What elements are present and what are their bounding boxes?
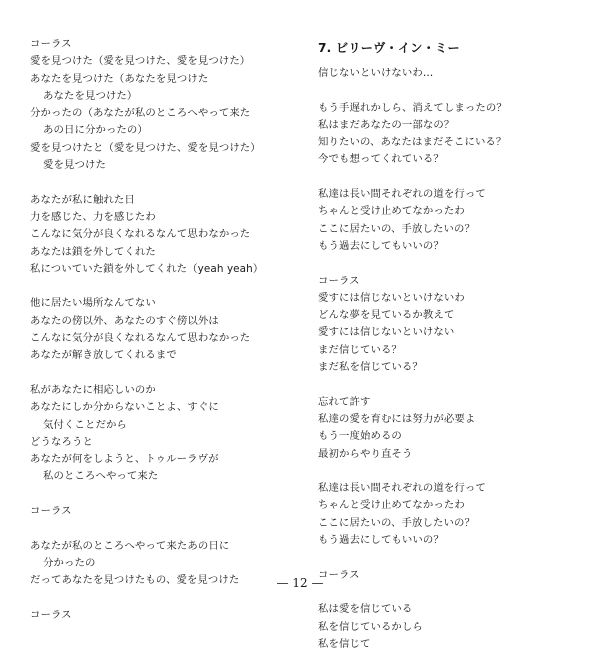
stanza-gap bbox=[30, 590, 300, 607]
stanza-gap bbox=[30, 278, 300, 295]
stanza-gap bbox=[318, 169, 588, 186]
lyric-line: 私達は長い間それぞれの道を行って bbox=[318, 188, 486, 201]
lyric-line: どんな夢を見ているか教えて bbox=[318, 309, 455, 322]
lyric-line: まだ私を信じている？ bbox=[318, 361, 423, 374]
lyric-line: もう手遅れかしら、消えてしまったの？ bbox=[318, 101, 507, 114]
lyric-line: 知りたいの、あなたはまだそこにいる？ bbox=[318, 136, 507, 149]
lyric-line: ここに居たいの、手放したいの？ bbox=[318, 222, 475, 235]
lyric-line: コーラス bbox=[30, 38, 72, 50]
lyric-line: 忘れて許す bbox=[318, 395, 371, 408]
lyric-line: 私達の愛を育むには努力が必要よ bbox=[318, 412, 476, 425]
lyric-line: 私についていた鎖を外してくれた（yeah yeah） bbox=[30, 262, 264, 275]
lyric-line: 私を信じているかしら bbox=[318, 620, 423, 633]
lyric-line: 愛を見つけた bbox=[43, 159, 106, 172]
lyric-line: 私のところへやって来た bbox=[43, 470, 159, 483]
lyric-line: あなたの傍以外、あなたのすぐ傍以外は bbox=[30, 314, 219, 327]
lyric-line: 私はまだあなたの一部なの？ bbox=[318, 118, 455, 131]
lyric-line: 私は愛を信じている bbox=[318, 603, 413, 616]
stanza-gap bbox=[318, 376, 588, 393]
lyric-line: もう過去にしてもいいの？ bbox=[318, 534, 444, 547]
lyric-line: 私があなたに相応しいのか bbox=[30, 383, 156, 396]
lyric-line: もう過去にしてもいいの？ bbox=[318, 239, 444, 252]
lyric-line: 信じないといけないわ… bbox=[318, 67, 434, 79]
lyric-line: 分かったの（あなたが私のところへやって来た bbox=[30, 107, 251, 120]
lyric-line: 今でも想ってくれている？ bbox=[318, 153, 444, 166]
lyric-line: あなたが私のところへやって来たあの日に bbox=[30, 539, 230, 552]
right-lyrics-lines bbox=[318, 65, 588, 653]
song-title: 7. ビリーヴ・イン・ミー bbox=[318, 41, 460, 55]
lyric-line: あの日に分かったの） bbox=[43, 124, 148, 137]
stanza-gap bbox=[30, 486, 300, 503]
lyric-line: 最初からやり直そう bbox=[318, 447, 413, 460]
lyric-line: 愛すには信じないといけない bbox=[318, 326, 455, 339]
lyric-line: コーラス bbox=[318, 568, 360, 581]
stanza-gap bbox=[318, 549, 588, 566]
lyric-line: コーラス bbox=[318, 274, 360, 287]
stanza-gap bbox=[30, 174, 300, 191]
lyric-line: あなたを見つけた（あなたを見つけた bbox=[30, 72, 209, 85]
lyric-line: 私達は長い間それぞれの道を行って bbox=[318, 482, 486, 495]
lyric-line: あなたが解き放してくれるまで bbox=[30, 349, 177, 362]
lyric-line: 愛を見つけた（愛を見つけた、愛を見つけた） bbox=[30, 55, 251, 68]
lyric-line: ちゃんと受け止めてなかったわ bbox=[318, 499, 465, 512]
stanza-gap bbox=[318, 255, 588, 272]
stanza-gap bbox=[318, 463, 588, 480]
lyric-line: あなたを見つけた） bbox=[43, 89, 138, 102]
lyric-line: 愛すには信じないといけないわ bbox=[318, 291, 465, 304]
stanza-gap bbox=[318, 82, 588, 99]
lyric-line: 愛を見つけたと（愛を見つけた、愛を見つけた） bbox=[30, 141, 261, 154]
lyric-line: 気付くことだから bbox=[43, 418, 127, 431]
lyric-line: コーラス bbox=[30, 608, 72, 621]
lyric-line: あなたが何をしようと、トゥルーラヴが bbox=[30, 453, 219, 466]
lyric-line: ここに居たいの、手放したいの？ bbox=[318, 516, 475, 529]
lyric-line: もう一度始めるの bbox=[318, 430, 402, 443]
lyric-line: まだ信じている？ bbox=[318, 343, 402, 356]
lyric-line: 私を信じて bbox=[318, 637, 371, 650]
lyric-line: こんなに気分が良くなれるなんて思わなかった bbox=[30, 228, 251, 241]
stanza-gap bbox=[30, 365, 300, 382]
lyric-line: どうなろうと bbox=[30, 435, 93, 448]
lyric-line: だってあなたを見つけたもの、愛を見つけた bbox=[30, 574, 240, 587]
lyric-line: コーラス bbox=[30, 505, 72, 518]
lyric-line: あなたは鎖を外してくれた bbox=[30, 245, 156, 258]
lyric-line: 他に居たい場所なんてない bbox=[30, 297, 156, 310]
lyric-line: 分かったの bbox=[43, 556, 96, 569]
left-lyrics-column bbox=[30, 36, 300, 624]
lyric-line: ちゃんと受け止めてなかったわ bbox=[318, 205, 465, 218]
lyric-line: あなたにしか分からないことよ、すぐに bbox=[30, 401, 219, 414]
lyric-line: こんなに気分が良くなれるなんて思わなかった bbox=[30, 332, 251, 345]
right-lyrics-column bbox=[318, 40, 588, 653]
lyric-line: あなたが私に触れた日 bbox=[30, 193, 135, 206]
stanza-gap bbox=[30, 520, 300, 537]
lyric-line: 力を感じた、力を感じたわ bbox=[30, 210, 156, 223]
page-number: — 12 — bbox=[276, 576, 324, 590]
